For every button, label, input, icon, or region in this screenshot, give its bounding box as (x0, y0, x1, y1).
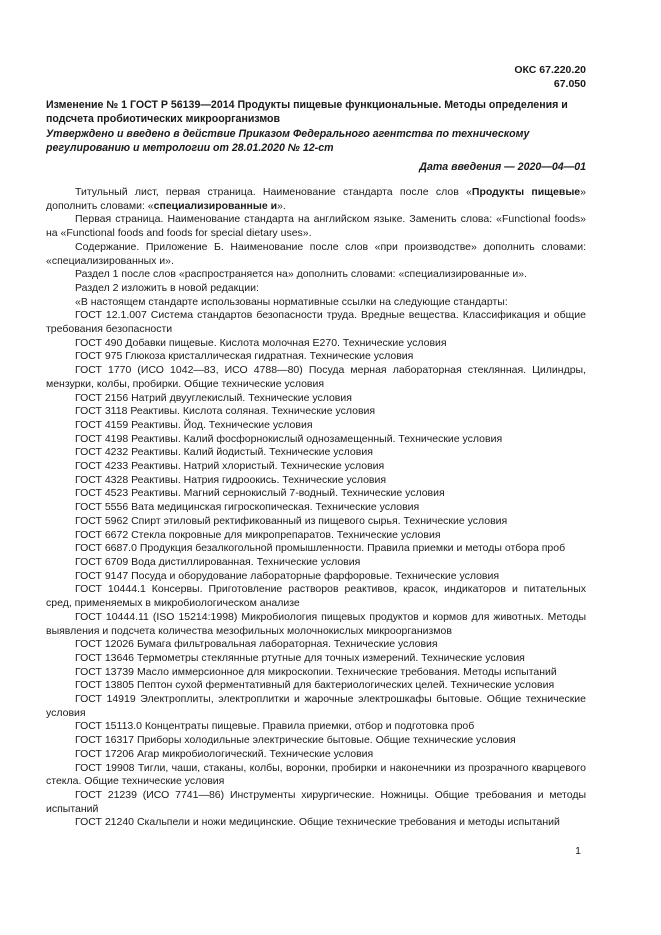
reference-item: ГОСТ 4523 Реактивы. Магний сернокислый 7-водный. Технические условия (75, 487, 445, 500)
reference-item: ГОСТ 13739 Масло иммерсионное для микроскопии. Технические требования. Методы испытаний (75, 665, 557, 678)
oks-line-2: 67.050 (553, 78, 586, 90)
reference-item: ГОСТ 4159 Реактивы. Йод. Технические условия (75, 418, 313, 431)
reference-item: ГОСТ 5962 Спирт этиловый ректификованный из пищевого сырья. Технические условия (75, 514, 508, 527)
paragraph-section-2: Раздел 2 изложить в новой редакции: (75, 281, 259, 294)
reference-item: ГОСТ 5556 Вата медицинская гигроскопическая. Технические условия (75, 501, 420, 514)
page-number: 1 (575, 845, 581, 857)
reference-item: ГОСТ 3118 Реактивы. Кислота соляная. Технические условия (75, 405, 376, 418)
reference-item: ГОСТ 4233 Реактивы. Натрий хлористый. Технические условия (75, 460, 385, 473)
approval-statement: Утверждено и введено в действие Приказом Федерального агентства по техническому регулированию и метрологии от 28.01.2020 № 12-ст (46, 128, 530, 154)
reference-item: ГОСТ 13805 Пептон сухой ферментативный для бактериологических целей. Технические условия (75, 679, 555, 692)
paragraph-english-title: Первая страница. Наименование стандарта на английском языке. Заменить слова: «Functional foods» на «Functional foods and foods for special dietary uses». (46, 213, 586, 240)
reference-item: ГОСТ 4232 Реактивы. Калий йодистый. Технические условия (75, 446, 373, 459)
reference-item: ГОСТ 16317 Приборы холодильные электрические бытовые. Общие технические условия (75, 734, 516, 747)
reference-item: ГОСТ 10444.1 Консервы. Приготовление растворов реактивов, красок, индикаторов и питательных сред, применяемых в микробиологическом анализе (46, 583, 586, 610)
reference-item: ГОСТ 10444.11 (ISO 15214:1998) Микробиология пищевых продуктов и кормов для животных. Методы выявления и подсчета количества мезофильных молочнокислых микроорганизмов (46, 610, 586, 637)
reference-item: ГОСТ 490 Добавки пищевые. Кислота молочная Е270. Технические условия (75, 336, 447, 349)
reference-item: ГОСТ 1770 (ИСО 1042—83, ИСО 4788—80) Посуда мерная лабораторная стеклянная. Цилиндры, мензурки, колбы, пробирки. Общие технические условия (46, 364, 586, 390)
paragraph-references-intro: «В настоящем стандарте использованы нормативные ссылки на следующие стандарты: (75, 295, 508, 308)
reference-item: ГОСТ 4198 Реактивы. Калий фосфорнокислый однозамещенный. Технические условия (75, 432, 503, 445)
reference-item: ГОСТ 21239 (ИСО 7741—86) Инструменты хирургические. Ножницы. Общие требования и методы испытаний (46, 788, 586, 815)
reference-item: ГОСТ 12.1.007 Система стандартов безопасности труда. Вредные вещества. Классификация и общие требования безопасности (46, 309, 586, 336)
reference-item: ГОСТ 19908 Тигли, чаши, стаканы, колбы, воронки, пробирки и наконечники из прозрачного кварцевого стекла. Общие технические условия (46, 761, 586, 788)
reference-item: ГОСТ 975 Глюкоза кристаллическая гидратная. Технические условия (75, 350, 414, 363)
reference-list (46, 309, 586, 830)
reference-item: ГОСТ 6672 Стекла покровные для микропрепаратов. Технические условия (75, 528, 441, 541)
reference-item: ГОСТ 6709 Вода дистиллированная. Технические условия (75, 555, 361, 568)
reference-item: ГОСТ 12026 Бумага фильтровальная лабораторная. Технические условия (75, 638, 438, 651)
oks-line-1: ОКС 67.220.20 (514, 64, 586, 76)
reference-item: ГОСТ 15113.0 Концентраты пищевые. Правила приемки, отбор и подготовка проб (75, 720, 475, 733)
introduction-date: Дата введения — 2020—04—01 (419, 161, 586, 173)
paragraph-contents: Содержание. Приложение Б. Наименование после слов «при производстве» дополнить словами: «специализированных и». (46, 240, 586, 267)
reference-item: ГОСТ 14919 Электроплиты, электроплитки и жарочные электрошкафы бытовые. Общие технические условия (46, 693, 586, 719)
paragraph-title-page: Титульный лист, первая страница. Наименование стандарта после слов «Продукты пищевые» дополнить словами: «специализированные и». (46, 186, 586, 212)
document-body (46, 186, 586, 830)
reference-item: ГОСТ 9147 Посуда и оборудование лабораторные фарфоровые. Технические условия (75, 569, 500, 582)
reference-item: ГОСТ 21240 Скальпели и ножи медицинские. Общие технические требования и методы испытаний (75, 816, 560, 829)
reference-item: ГОСТ 6687.0 Продукция безалкогольной промышленности. Правила приемки и методы отбора проб (75, 542, 566, 555)
paragraph-section-1: Раздел 1 после слов «распространяется на» дополнить словами: «специализированные и». (75, 268, 527, 281)
reference-item: ГОСТ 13646 Термометры стеклянные ртутные для точных измерений. Технические условия (75, 651, 525, 664)
classification-code (514, 63, 586, 91)
amendment-title: Изменение № 1 ГОСТ Р 56139—2014 Продукты пищевые функциональные. Методы определения и подсчета пробиотических микроорганизмов (46, 99, 568, 125)
reference-item: ГОСТ 2156 Натрий двууглекислый. Технические условия (75, 391, 352, 404)
reference-item: ГОСТ 17206 Агар микробиологический. Технические условия (75, 747, 374, 760)
reference-item: ГОСТ 4328 Реактивы. Натрия гидроокись. Технические условия (75, 473, 387, 486)
